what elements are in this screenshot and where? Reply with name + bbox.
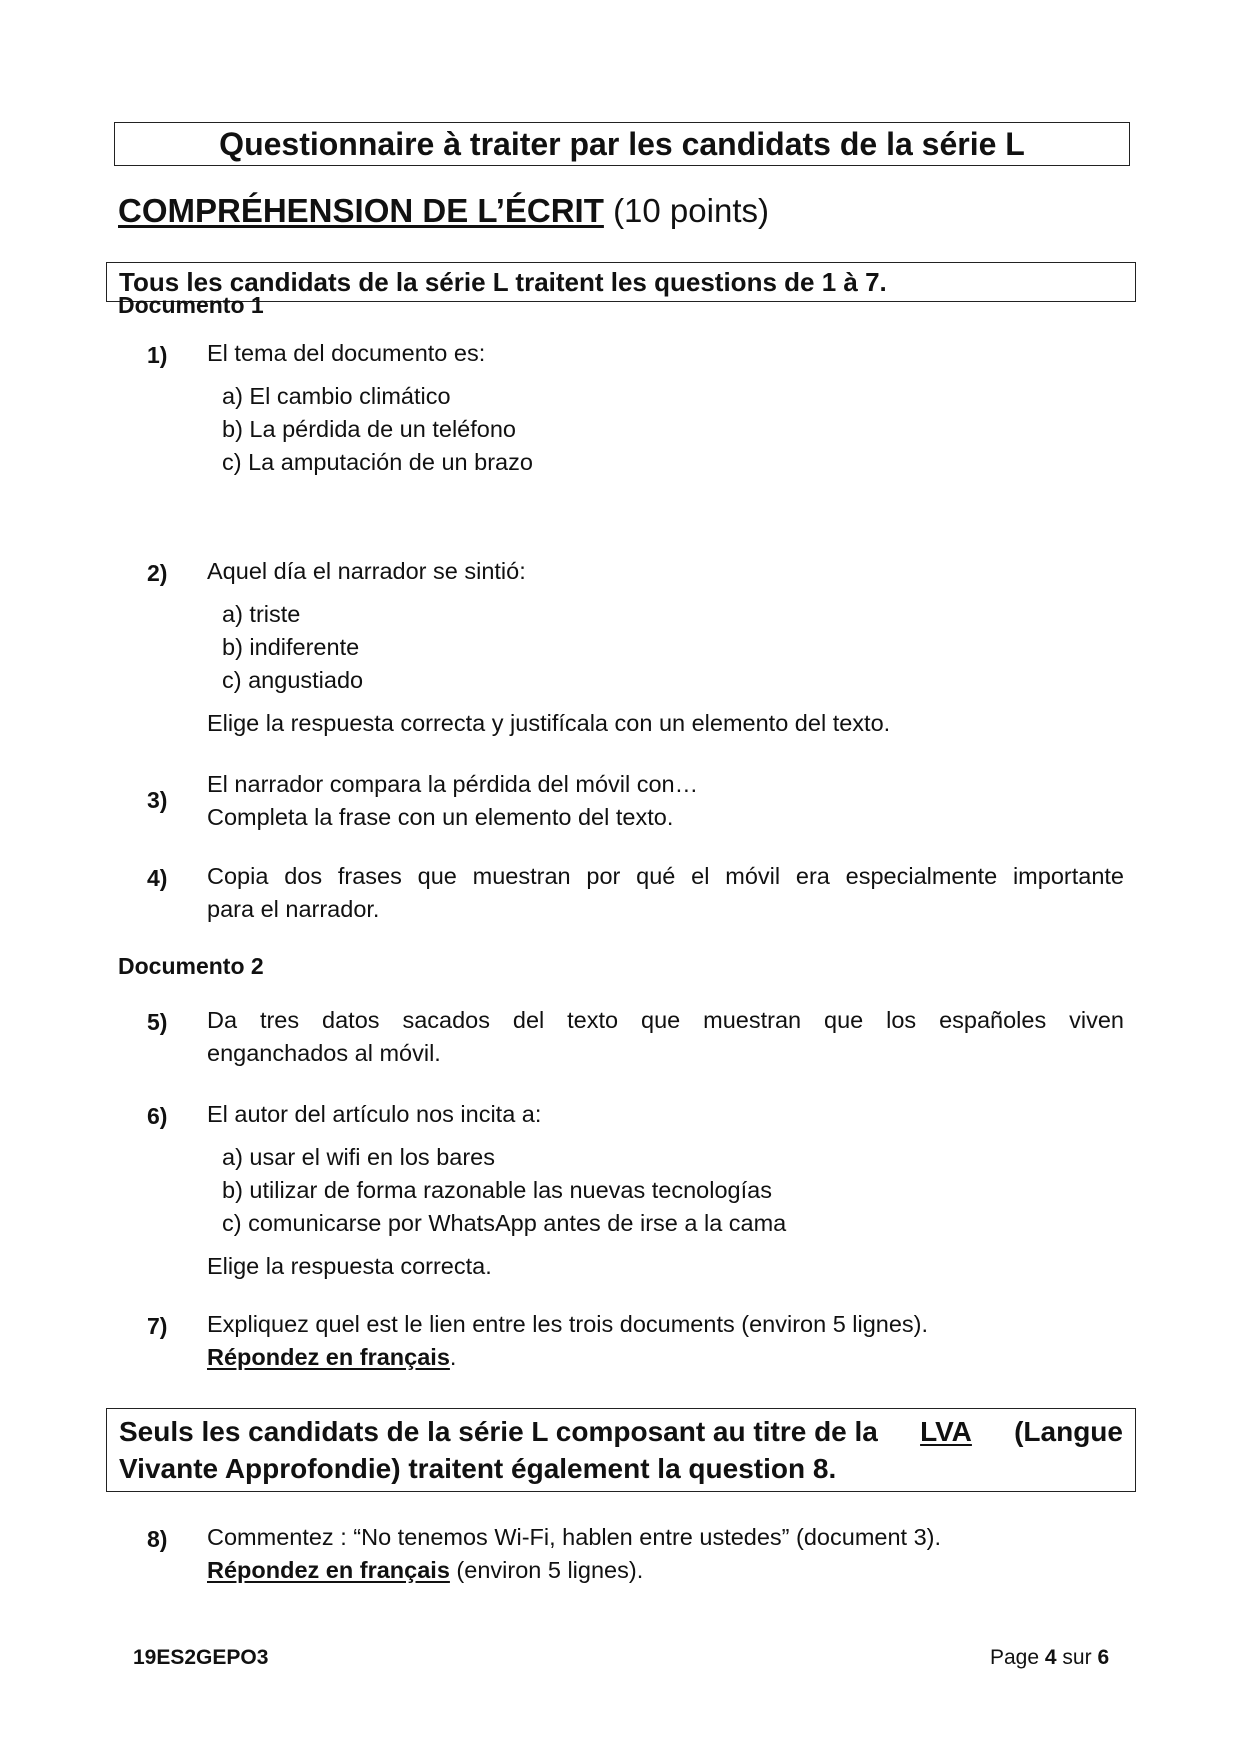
page-prefix: Page <box>990 1646 1040 1669</box>
question-5-line: Da tres datos sacados del texto que muestran que los españoles viven <box>207 1007 1124 1033</box>
question-8-answer-line <box>207 1554 1124 1587</box>
question-6-number: 6) <box>147 1103 168 1129</box>
question-7-answer-line <box>207 1341 1124 1374</box>
answer-language-instruction: Répondez en français <box>207 1557 450 1583</box>
lva-line-1 <box>119 1413 1123 1450</box>
question-7-period: . <box>449 1344 457 1370</box>
questionnaire-title: Questionnaire à traiter par les candidats de la série L <box>219 126 1025 162</box>
option: c) angustiado <box>222 667 364 693</box>
lva-instruction-box <box>106 1408 1136 1492</box>
questionnaire-title-box <box>114 122 1130 166</box>
question-5-text <box>207 1004 1124 1070</box>
page-current: 4 <box>1044 1646 1057 1669</box>
question-3-number: 3) <box>147 787 168 813</box>
question-3-text <box>207 768 1124 834</box>
question-7-number: 7) <box>147 1313 168 1339</box>
option: b) indiferente <box>222 634 360 660</box>
document-1-label: Documento 1 <box>118 292 264 318</box>
question-3-line: Completa la frase con un elemento del texto. <box>207 804 674 830</box>
page-mid: sur <box>1062 1646 1092 1669</box>
lva-text-c: (Langue <box>1014 1416 1123 1447</box>
question-1-text: El tema del documento es: <box>207 340 486 366</box>
lva-abbreviation: LVA <box>920 1416 972 1447</box>
question-2-text: Aquel día el narrador se sintió: <box>207 558 526 584</box>
question-8-number: 8) <box>147 1526 168 1552</box>
question-8-rest: (environ 5 lignes). <box>449 1557 644 1583</box>
question-8-line: Commentez : “No tenemos Wi-Fi, hablen entre ustedes” (document 3). <box>207 1524 942 1550</box>
option: a) El cambio climático <box>222 383 451 409</box>
option: c) comunicarse por WhatsApp antes de irse a la cama <box>222 1210 787 1236</box>
question-8-text <box>207 1521 1124 1587</box>
lva-line-2: Vivante Approfondie) traitent également la question 8. <box>119 1453 837 1484</box>
question-2-instruction: Elige la respuesta correcta y justifícala con un elemento del texto. <box>207 710 891 736</box>
question-4-number: 4) <box>147 865 168 891</box>
option: a) triste <box>222 601 301 627</box>
option: b) utilizar de forma razonable las nuevas tecnologías <box>222 1177 772 1203</box>
page-number <box>990 1646 1109 1670</box>
question-1-options <box>222 380 533 479</box>
question-4-line: Copia dos frases que muestran por qué el móvil era especialmente importante <box>207 863 1124 889</box>
question-4-text <box>207 860 1124 926</box>
question-1-number: 1) <box>147 342 168 368</box>
section-title <box>118 188 769 234</box>
option: a) usar el wifi en los bares <box>222 1144 495 1170</box>
answer-language-instruction: Répondez en français <box>207 1344 450 1370</box>
document-2-label: Documento 2 <box>118 953 264 979</box>
question-6-text: El autor del artículo nos incita a: <box>207 1101 542 1127</box>
exam-code: 19ES2GEPO3 <box>133 1646 269 1669</box>
question-5-number: 5) <box>147 1009 168 1035</box>
section-title-main: COMPRÉHENSION DE L’ÉCRIT <box>118 192 604 229</box>
section-points: (10 points) <box>613 192 769 229</box>
question-6-instruction: Elige la respuesta correcta. <box>207 1253 492 1279</box>
question-4-line: para el narrador. <box>207 896 380 922</box>
question-2-number: 2) <box>147 560 168 586</box>
question-6-options <box>222 1141 786 1240</box>
instruction-text: Tous les candidats de la série L traitent les questions de 1 à 7. <box>119 267 887 297</box>
option: c) La amputación de un brazo <box>222 449 533 475</box>
question-7-text <box>207 1308 1124 1374</box>
page-total: 6 <box>1097 1646 1110 1669</box>
question-2-options <box>222 598 363 697</box>
question-5-line: enganchados al móvil. <box>207 1040 441 1066</box>
lva-text-a: Seuls les candidats de la série L composant au titre de la <box>119 1416 878 1447</box>
question-7-line: Expliquez quel est le lien entre les trois documents (environ 5 lignes). <box>207 1311 929 1337</box>
question-3-line: El narrador compara la pérdida del móvil con… <box>207 771 699 797</box>
option: b) La pérdida de un teléfono <box>222 416 516 442</box>
